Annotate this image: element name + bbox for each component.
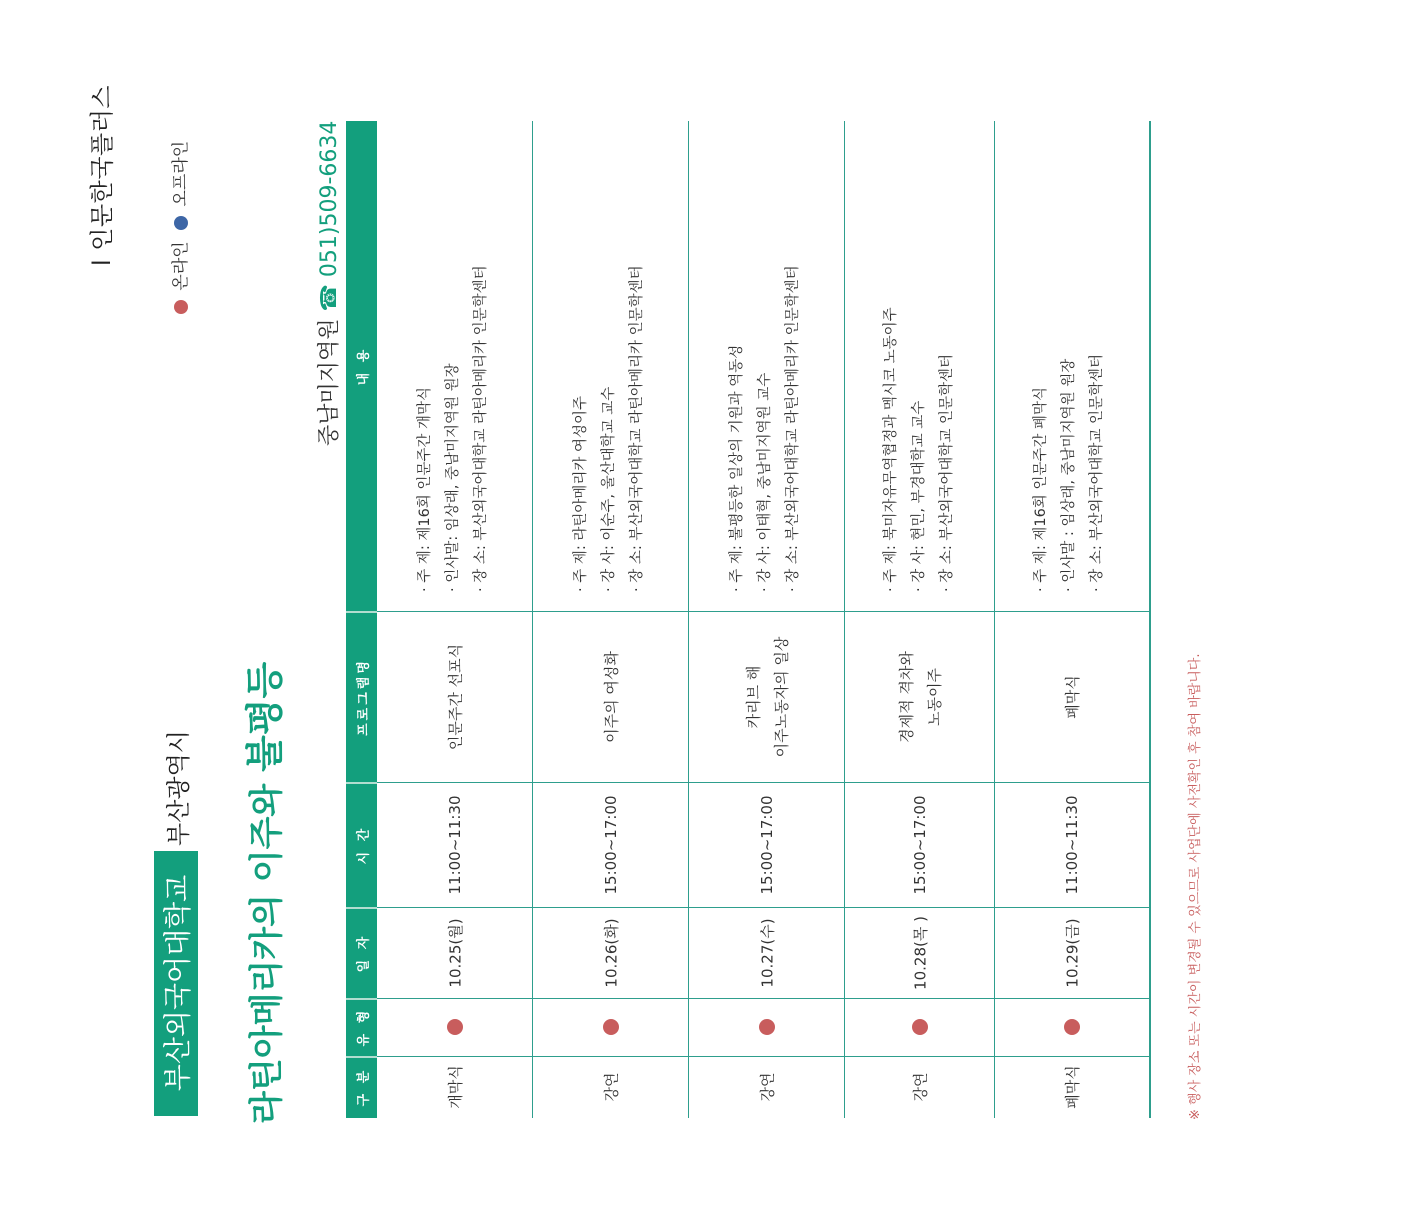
header-time: 시 간 (356, 825, 372, 865)
row-program: 경제적 격차와 (897, 651, 916, 743)
row-time: 15:00~17:00 (602, 795, 620, 895)
row-program: 인문주간 선포식 (446, 643, 465, 751)
row-separator (844, 121, 845, 1118)
online-dot-icon (447, 1019, 463, 1035)
header-divider (346, 907, 377, 909)
city-name: 부산광역시 (164, 730, 193, 846)
row-program: 이주의 여성화 (602, 651, 621, 743)
row-content-line: · 강 사: 이순주, 울산대학교 교수 (601, 386, 617, 592)
offline-dot-icon (174, 216, 188, 230)
header-type: 유 형 (356, 1007, 372, 1047)
row-content-line: · 장 소: 부산외국어대학교 라틴아메리카 인문학센터 (629, 265, 645, 592)
legend-offline-label: 오프라인 (171, 140, 191, 207)
row-date: 10.27(수) (758, 918, 777, 988)
header-content: 내 용 (356, 346, 372, 386)
row-category: 개막식 (446, 1065, 465, 1109)
row-program: 카리브 해 (744, 665, 763, 729)
row-content-line: · 인사말 : 임상래, 중남미지역원 원장 (1061, 358, 1077, 592)
column-separator (377, 907, 1150, 908)
header-divider (346, 1056, 377, 1058)
row-content-line: · 강 사: 이태혁, 중남미지역원 교수 (757, 372, 773, 592)
contact-phone: 051)509-6634 (317, 120, 342, 278)
section-title: l 인문한국플러스 (88, 84, 116, 266)
phone-icon: ☎ (317, 284, 342, 312)
row-time: 11:00~11:30 (446, 795, 464, 895)
online-dot-icon (912, 1019, 928, 1035)
header-date: 일 자 (356, 933, 372, 973)
university-name: 부산외국어대학교 (161, 874, 194, 1092)
header-divider (346, 611, 377, 613)
header-category: 구 분 (356, 1067, 372, 1107)
row-date: 10.29(금) (1063, 918, 1082, 988)
row-content-line: · 주 제: 제16회 인문주간 개막식 (417, 386, 433, 592)
row-category: 강연 (911, 1072, 930, 1102)
row-date: 10.25(월) (446, 918, 465, 988)
contact-org: 중남미지역원 (317, 318, 342, 446)
row-content-line: · 주 제: 제16회 인문주간 폐막식 (1033, 386, 1049, 592)
row-content-line: · 장 소: 부산외국어대학교 라틴아메리카 인문학센터 (473, 265, 489, 592)
row-content-line: · 주 제: 불평등한 일상의 기원과 역동성 (729, 344, 745, 592)
row-time: 15:00~17:00 (911, 795, 929, 895)
table-bottom-border (1149, 121, 1151, 1118)
row-category: 폐막식 (1063, 1065, 1082, 1109)
header-divider (346, 998, 377, 1000)
column-separator (377, 782, 1150, 783)
contact-info (312, 121, 343, 446)
row-content-line: · 주 제: 북미자유무역협정과 멕시코 노동이주 (883, 307, 899, 592)
row-time: 15:00~17:00 (758, 795, 776, 895)
row-separator (994, 121, 995, 1118)
row-date: 10.28(목 ) (911, 916, 930, 990)
row-content-line: · 장 소: 부산외국어대학교 라틴아메리카 인문학센터 (785, 265, 801, 592)
header-program: 프로그램명 (356, 658, 372, 736)
row-program: 노동이주 (925, 668, 944, 726)
header-divider (346, 782, 377, 784)
main-title (234, 662, 289, 1124)
row-content-line: · 장 소: 부산외국어대학교 인문학센터 (939, 353, 955, 592)
online-dot-icon (759, 1019, 775, 1035)
row-category: 강연 (758, 1072, 777, 1102)
legend-online-label: 온라인 (171, 241, 191, 291)
row-content-line: · 인사말: 임상래, 중남미지역원 원장 (445, 363, 461, 592)
row-category: 강연 (602, 1072, 621, 1102)
row-content-line: · 강 사: 현민, 부경대학교 교수 (911, 400, 927, 592)
row-content-line: · 장 소: 부산외국어대학교 인문학센터 (1089, 353, 1105, 592)
legend (166, 141, 191, 318)
column-separator (377, 1056, 1150, 1057)
row-date: 10.26(화) (602, 918, 621, 988)
row-separator (532, 121, 533, 1118)
online-dot-icon (174, 300, 188, 314)
row-program: 이주노동자의 일상 (772, 636, 791, 758)
online-dot-icon (603, 1019, 619, 1035)
row-separator (688, 121, 689, 1118)
row-content-line: · 주 제: 라틴아메리카 여성이주 (573, 395, 589, 592)
row-program: 폐막식 (1063, 675, 1082, 719)
column-separator (377, 611, 1150, 612)
column-separator (377, 998, 1150, 999)
online-dot-icon (1064, 1019, 1080, 1035)
row-time: 11:00~11:30 (1063, 795, 1081, 895)
main-title-emphasis: 불평등 (243, 661, 287, 772)
main-title-text: 라틴아메리카의 이주와 (247, 783, 287, 1124)
notice-text: ※ 행사 장소 또는 시간이 변경될 수 있으므로 사업단에 사전확인 후 참여 바랍니다. (1188, 653, 1203, 1120)
